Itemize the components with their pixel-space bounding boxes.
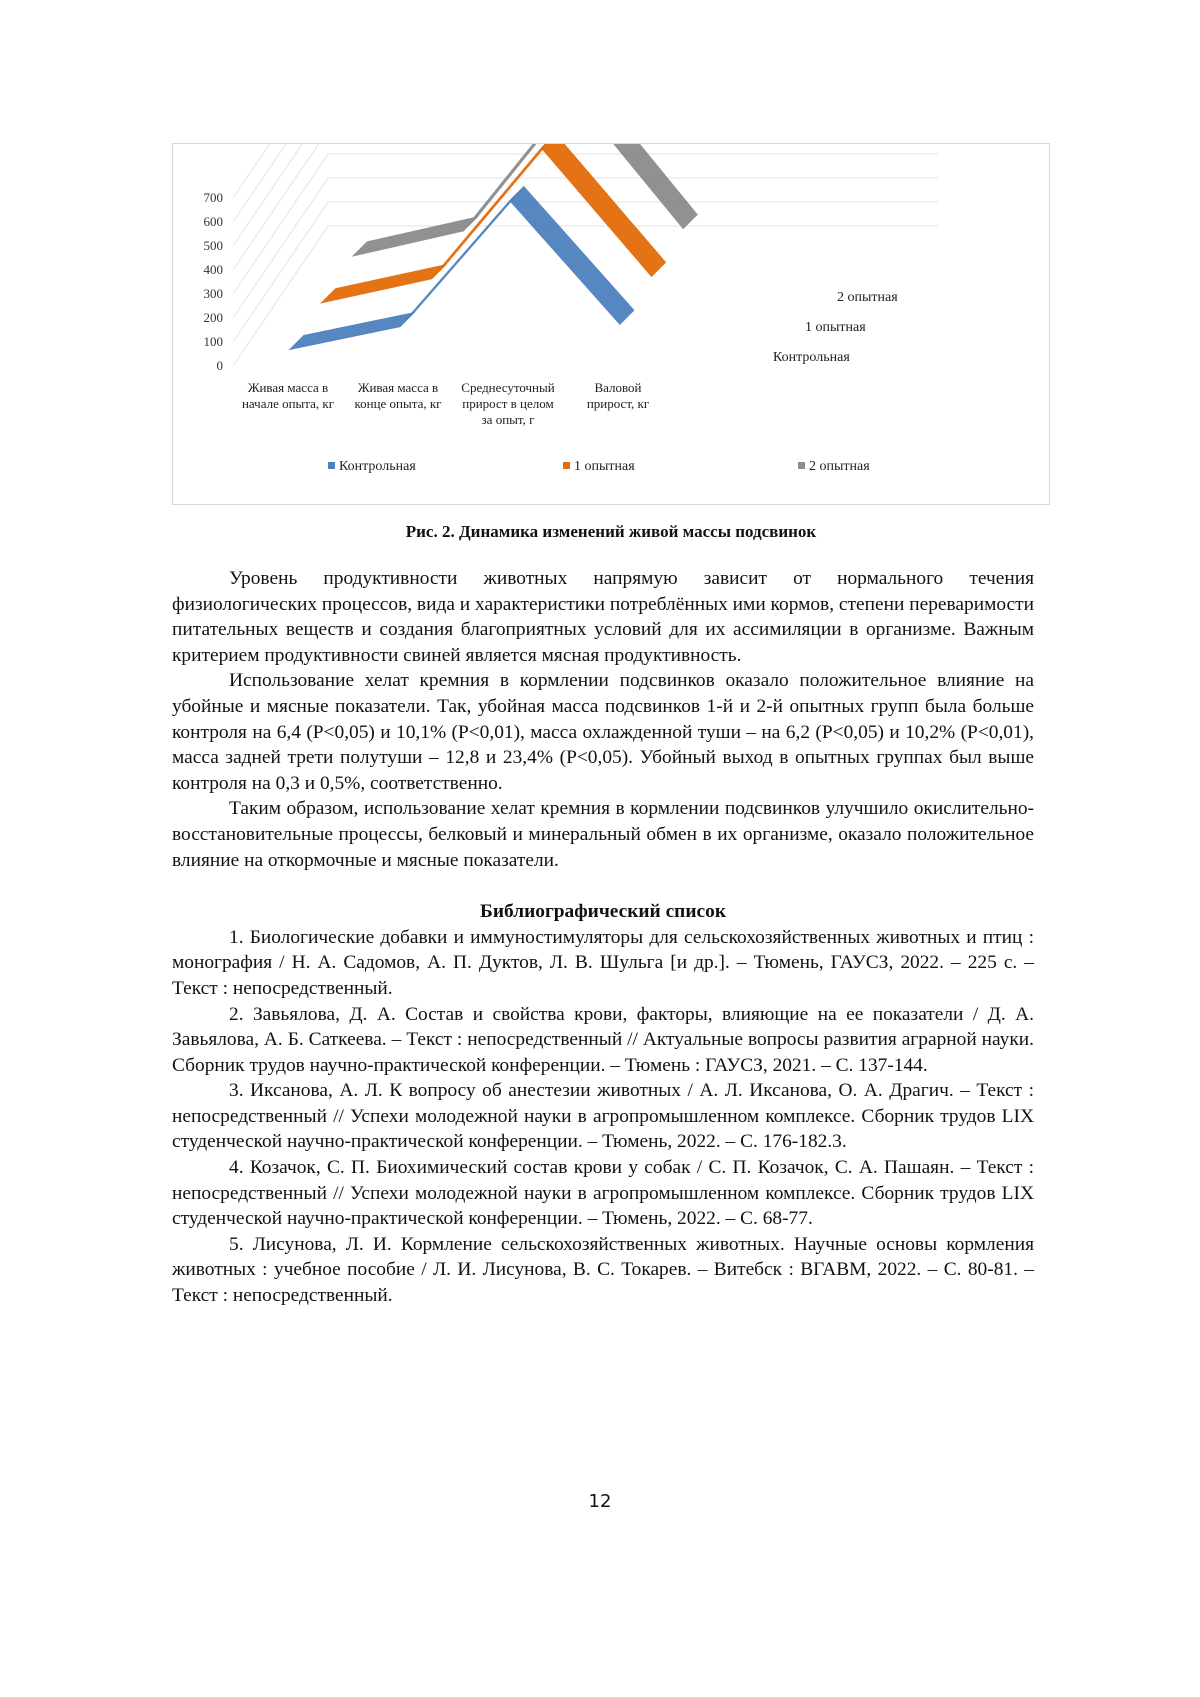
x-tick-label: за опыт, г <box>481 412 535 427</box>
x-tick-label: начале опыта, кг <box>241 396 335 411</box>
y-tick-label: 700 <box>203 190 223 205</box>
chart-frame <box>172 143 1050 505</box>
article-body <box>172 566 1034 1309</box>
series-ribbon-3-1 <box>353 217 477 256</box>
paragraph-2: Использование хелат кремния в кормлении подсвинков оказало положительное влияние на убойные и мясные показатели. Так, убойная масса подсвинков 1-й и 2-й опытных групп была больше контроля на 6,4 (Р<0,05) и 10,1% (Р<0,01), масса охлажденной туши – на 6,2 (Р<0,05) и 10,2% (Р<0,01), масса задней трети полутуши – 12,8 и 23,4% (Р<0,05). Убойный выход в опытных группах был выше контроля на 0,3 и 0,5%, соответственно. <box>172 670 1034 794</box>
bibliography-item-1: 1. Биологические добавки и иммуностимуляторы для сельскохозяйственных животных и птиц : монография / Н. А. Садомов, А. П. Дуктов, Л. В. Шульга [и др.]. – Тюмень, ГАУСЗ, 2022. – 225 с. – Текст : непосредственный. <box>172 926 1034 999</box>
depth-axis-label: Контрольная <box>773 350 850 365</box>
bibliography-item-4: 4. Козачок, С. П. Биохимический состав крови у собак / С. П. Козачок, С. А. Пашаян. – Текст : непосредственный // Успехи молодежной науки в агропромышленном комплексе. Сборник трудов LIX студенческой научно-практической конференции. – Тюмень, 2022. – С. 68-77. <box>172 1157 1034 1230</box>
y-tick-label: 0 <box>216 358 223 373</box>
x-tick-label: Живая масса в <box>357 380 439 395</box>
gridline-side-100 <box>233 202 328 342</box>
x-tick-label: Среднесуточный <box>461 380 555 395</box>
bibliography-item-5: 5. Лисунова, Л. И. Кормление сельскохозяйственных животных. Научные основы кормления животных : учебное пособие / Л. И. Лисунова, В. С. Токарев. – Витебск : ВГАВМ, 2022. – С. 80-81. – Текст : непосредственный. <box>172 1233 1034 1307</box>
page-number: 12 <box>588 1491 612 1512</box>
x-tick-label: Валовой <box>594 380 642 395</box>
y-tick-label: 600 <box>203 214 223 229</box>
x-tick-label: конце опыта, кг <box>354 396 442 411</box>
series-ribbon-1-1 <box>290 313 414 350</box>
gridline-side-500 <box>233 144 328 246</box>
y-tick-label: 100 <box>203 334 223 349</box>
x-tick-label: Живая масса в <box>247 380 329 395</box>
paragraph-1: Уровень продуктивности животных напрямую зависит от нормального течения физиологических процессов, вида и характеристики потреблённых ими кормов, степени переваримости питательных веществ и создания благоприятных условий для их ассимиляции в организме. Важным критерием продуктивности свиней является мясная продуктивность. <box>172 568 1034 666</box>
paragraph-3: Таким образом, использование хелат кремния в кормлении подсвинков улучшило окислительно-восстановительные процессы, белковый и минеральный обмен в их организме, оказало положительное влияние на откормочные и мясные показатели. <box>172 798 1034 871</box>
y-tick-label: 500 <box>203 238 223 253</box>
gridline-side-600 <box>233 144 328 222</box>
x-tick-label: прирост, кг <box>586 396 650 411</box>
legend-entry: 1 опытная <box>574 459 635 474</box>
bibliography-item-3: 3. Иксанова, А. Л. К вопросу об анестезии животных / А. Л. Иксанова, О. А. Драгич. – Текст : непосредственный // Успехи молодежной науки в агропромышленном комплексе. Сборник трудов LIX студенческой научно-практической конференции. – Тюмень, 2022. – С. 176-182.3. <box>172 1080 1034 1153</box>
legend-entry: 2 опытная <box>809 459 870 474</box>
line-chart-3d <box>173 144 1051 506</box>
legend-swatch <box>798 462 805 469</box>
figure-caption: Рис. 2. Динамика изменений живой массы подсвинок <box>405 522 817 541</box>
legend-swatch <box>563 462 570 469</box>
x-tick-label: прирост в целом <box>462 396 554 411</box>
gridline-side-300 <box>233 154 328 294</box>
y-tick-label: 200 <box>203 310 223 325</box>
depth-axis-label: 1 опытная <box>805 320 866 335</box>
series-ribbon-1-2 <box>400 187 524 327</box>
legend-entry: Контрольная <box>339 459 416 474</box>
depth-axis-label: 2 опытная <box>837 290 898 305</box>
legend-swatch <box>328 462 335 469</box>
bibliography-title: Библиографический список <box>480 901 726 923</box>
bibliography-item-2: 2. Завьялова, Д. А. Состав и свойства крови, факторы, влияющие на ее показатели / Д. А. Завьялова, А. Б. Саткеева. – Текст : непосредственный // Актуальные вопросы развития аграрной науки. Сборник трудов научно-практической конференции. – Тюмень : ГАУСЗ, 2021. – С. 137-144. <box>172 1003 1034 1076</box>
y-tick-label: 300 <box>203 286 223 301</box>
y-tick-label: 400 <box>203 262 223 277</box>
gridline-side-400 <box>233 144 328 270</box>
gridline-side-200 <box>233 178 328 318</box>
